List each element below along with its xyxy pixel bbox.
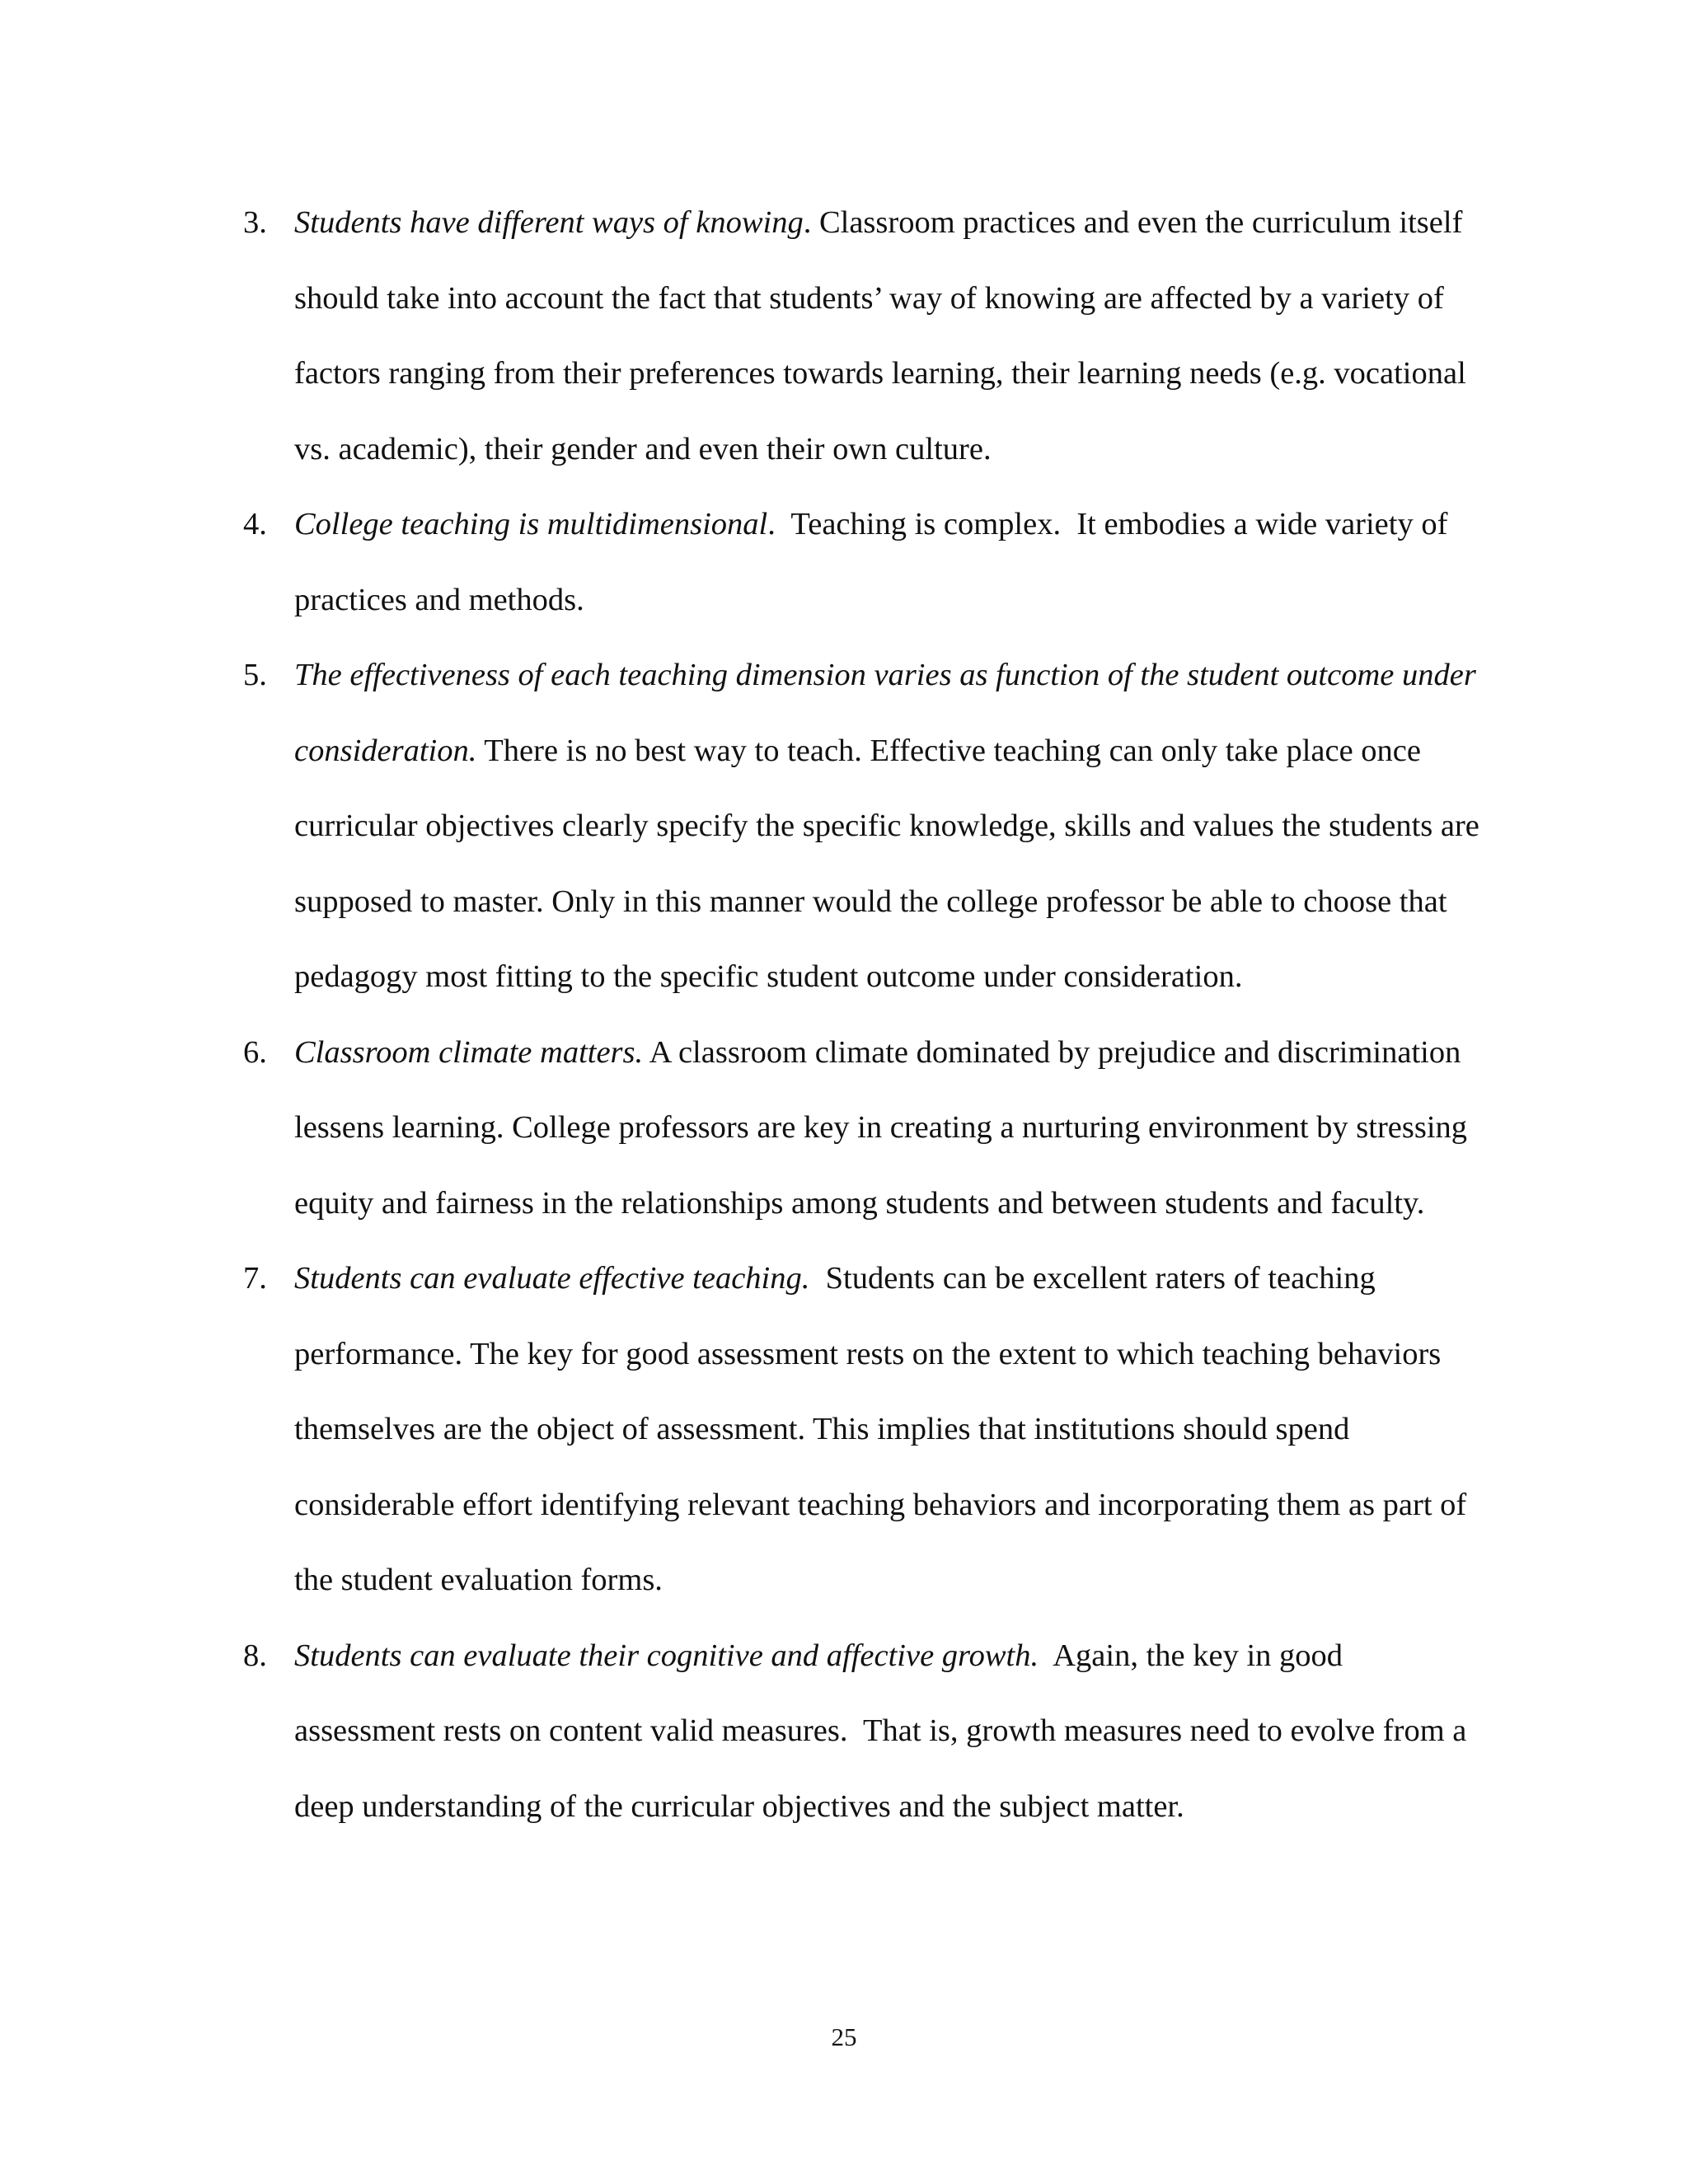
item-lead-punct: . — [767, 507, 776, 541]
item-body: Teaching is complex. It embodies a wide variety of practices and methods. — [294, 507, 1456, 617]
list-item-8 — [243, 1619, 1479, 1845]
item-lead-punct: . — [803, 205, 812, 240]
list-number: 4. — [243, 507, 267, 541]
list-item-7 — [243, 1241, 1479, 1619]
item-lead-italic: Students can evaluate their cognitive and affective growth. — [294, 1638, 1039, 1673]
item-lead-italic: The effectiveness of each teaching dimension varies as function of the student outcome under consideration. — [294, 658, 1476, 768]
item-lead-italic: Students have different ways of knowing — [294, 205, 804, 240]
list-number: 5. — [243, 658, 267, 692]
item-body: A classroom climate dominated by prejudice and discrimination lessens learning. College professors are key in creating a nurturing environment by stressing equity and fairness in the relationships among students and between students and faculty. — [294, 1034, 1468, 1221]
item-body: There is no best way to teach. Effective teaching can only take place once curricular objectives clearly specify the specific knowledge, skills and values the students are supposed to master. Only in this manner would the college professor be able to choose that pedagogy most fitting to the specific student outcome under consideration. — [294, 733, 1479, 994]
item-lead-italic: Students can evaluate effective teaching. — [294, 1261, 810, 1296]
item-body: Again, the key in good assessment rests on content valid measures. That is, growth measures need to evolve from a deep understanding of the curricular objectives and the subject matter. — [294, 1638, 1475, 1824]
page-number: 25 — [831, 2022, 857, 2051]
list-item-6 — [243, 1015, 1479, 1242]
list-item-4 — [243, 487, 1479, 638]
principles-list — [243, 185, 1479, 1844]
list-number: 3. — [243, 205, 267, 240]
list-number: 7. — [243, 1261, 267, 1296]
list-number: 6. — [243, 1034, 267, 1070]
item-body: Students can be excellent raters of teaching performance. The key for good assessment rests on the extent to which teaching behaviors themselves are the object of assessment. This implies that institutions should spend considerable effort identifying relevant teaching behaviors and incorporating them as part of the student evaluation forms. — [294, 1261, 1475, 1597]
item-lead-italic: College teaching is multidimensional — [294, 507, 768, 541]
list-item-5 — [243, 638, 1479, 1015]
list-number: 8. — [243, 1638, 267, 1673]
list-item-3 — [243, 185, 1479, 487]
item-body: Classroom practices and even the curriculum itself should take into account the fact that students’ way of knowing are affected by a variety of factors ranging from their preferences towards learning, their learning needs (e.g. vocational vs. academic), their gender and even their own culture. — [294, 205, 1466, 466]
item-lead-italic: Classroom climate matters. — [294, 1034, 644, 1070]
